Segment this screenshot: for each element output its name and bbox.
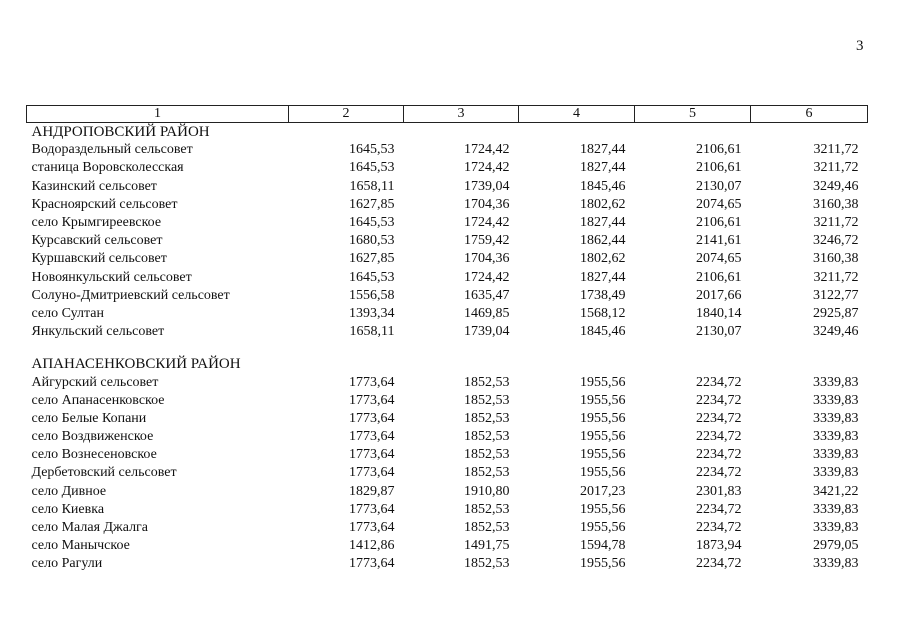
value-cell-col-4: 2017,23	[580, 483, 626, 499]
value-cell-col-5: 2234,72	[696, 447, 742, 463]
value-cell-col-5: 2234,72	[696, 429, 742, 445]
value-cell-col-2: 1627,85	[349, 196, 395, 212]
column-header-4: 4	[519, 106, 635, 123]
settlement-name: Курсавский сельсовет	[31, 233, 163, 249]
value-cell-col-5: 2234,72	[696, 501, 742, 517]
settlement-name: Дербетовский сельсовет	[31, 465, 177, 481]
value-cell-col-3: 1852,53	[464, 374, 510, 390]
settlement-name: село Воздвиженское	[31, 429, 154, 445]
table-row	[27, 373, 868, 391]
value-cell-col-4: 1738,49	[580, 287, 626, 303]
value-cell-col-3: 1469,85	[464, 305, 510, 321]
table-row	[27, 483, 868, 501]
table-row	[27, 446, 868, 464]
value-cell-col-4: 1862,44	[580, 233, 626, 249]
value-cell-col-5: 2106,61	[696, 160, 742, 176]
value-cell-col-5: 2130,07	[696, 178, 742, 194]
value-cell-col-5: 2234,72	[696, 392, 742, 408]
value-cell-col-5: 2017,66	[696, 287, 742, 303]
table-row	[27, 410, 868, 428]
value-cell-col-4: 1955,56	[580, 520, 626, 536]
settlement-name: село Крымгиреевское	[31, 215, 162, 231]
value-cell-col-6: 3160,38	[813, 196, 859, 212]
value-cell-col-5: 2141,61	[696, 233, 742, 249]
value-cell-col-2: 1412,86	[349, 538, 395, 554]
value-cell-col-6: 3339,83	[813, 501, 859, 517]
value-cell-col-3: 1852,53	[464, 501, 510, 517]
value-cell-col-3: 1759,42	[464, 233, 510, 249]
value-cell-col-5: 2234,72	[696, 465, 742, 481]
section-spacer	[27, 341, 868, 355]
table-row	[27, 464, 868, 482]
value-cell-col-4: 1845,46	[580, 324, 626, 340]
value-cell-col-2: 1773,64	[349, 501, 395, 517]
value-cell-col-3: 1739,04	[464, 324, 510, 340]
value-cell-col-3: 1852,53	[464, 410, 510, 426]
value-cell-col-3: 1491,75	[464, 538, 510, 554]
settlement-name: станица Воровсколесская	[31, 160, 184, 176]
value-cell-col-6: 3246,72	[813, 233, 859, 249]
value-cell-col-3: 1852,53	[464, 429, 510, 445]
value-cell-col-5: 1840,14	[696, 305, 742, 321]
value-cell-col-6: 3211,72	[813, 215, 859, 231]
value-cell-col-4: 1845,46	[580, 178, 626, 194]
value-cell-col-5: 2234,72	[696, 520, 742, 536]
value-cell-col-6: 2979,05	[813, 538, 859, 554]
value-cell-col-3: 1724,42	[464, 160, 510, 176]
value-cell-col-2: 1773,64	[349, 465, 395, 481]
column-header-5: 5	[635, 106, 751, 123]
table-row	[27, 323, 868, 341]
table-row	[27, 232, 868, 250]
value-cell-col-2: 1773,64	[349, 447, 395, 463]
section-header-row	[27, 355, 868, 373]
table-row	[27, 141, 868, 159]
table-row	[27, 287, 868, 305]
value-cell-col-6: 3211,72	[813, 160, 859, 176]
value-cell-col-3: 1910,80	[464, 483, 510, 499]
value-cell-col-4: 1955,56	[580, 429, 626, 445]
value-cell-col-2: 1829,87	[349, 483, 395, 499]
value-cell-col-2: 1627,85	[349, 251, 395, 267]
value-cell-col-6: 3339,83	[813, 429, 859, 445]
value-cell-col-5: 2234,72	[696, 556, 742, 572]
value-cell-col-2: 1773,64	[349, 520, 395, 536]
value-cell-col-4: 1955,56	[580, 556, 626, 572]
table-row	[27, 196, 868, 214]
settlement-name: Водораздельный сельсовет	[31, 142, 193, 158]
settlement-name: Куршавский сельсовет	[31, 251, 167, 267]
value-cell-col-5: 2106,61	[696, 269, 742, 285]
value-cell-col-6: 3249,46	[813, 178, 859, 194]
value-cell-col-3: 1704,36	[464, 196, 510, 212]
settlement-name: село Султан	[31, 305, 104, 321]
table-row	[27, 537, 868, 555]
value-cell-col-2: 1645,53	[349, 215, 395, 231]
table-row	[27, 250, 868, 268]
table-row	[27, 519, 868, 537]
value-cell-col-3: 1635,47	[464, 287, 510, 303]
value-cell-col-6: 3339,83	[813, 447, 859, 463]
value-cell-col-4: 1827,44	[580, 160, 626, 176]
value-cell-col-6: 3421,22	[813, 483, 859, 499]
value-cell-col-4: 1955,56	[580, 392, 626, 408]
settlement-name: село Манычское	[31, 538, 130, 554]
value-cell-col-2: 1645,53	[349, 142, 395, 158]
value-cell-col-4: 1802,62	[580, 196, 626, 212]
value-cell-col-2: 1658,11	[349, 178, 395, 194]
value-cell-col-4: 1827,44	[580, 215, 626, 231]
value-cell-col-6: 3211,72	[813, 142, 859, 158]
value-cell-col-6: 3339,83	[813, 374, 859, 390]
settlement-name: село Вознесеновское	[31, 447, 157, 463]
settlement-name: Солуно-Дмитриевский сельсовет	[31, 287, 230, 303]
section-header-row	[27, 123, 868, 142]
value-cell-col-5: 1873,94	[696, 538, 742, 554]
table-body	[27, 123, 868, 574]
value-cell-col-6: 3339,83	[813, 465, 859, 481]
value-cell-col-5: 2106,61	[696, 215, 742, 231]
value-cell-col-2: 1773,64	[349, 556, 395, 572]
value-cell-col-5: 2301,83	[696, 483, 742, 499]
table-row	[27, 159, 868, 177]
settlement-name: Новоянкульский сельсовет	[31, 269, 192, 285]
column-header-2: 2	[289, 106, 404, 123]
value-cell-col-3: 1852,53	[464, 447, 510, 463]
settlement-name: Айгурский сельсовет	[31, 374, 159, 390]
settlement-name: село Малая Джалга	[31, 520, 149, 536]
value-cell-col-2: 1773,64	[349, 429, 395, 445]
value-cell-col-4: 1802,62	[580, 251, 626, 267]
table-header	[27, 106, 868, 123]
value-cell-col-6: 3339,83	[813, 520, 859, 536]
column-number-row	[27, 106, 868, 123]
column-header-3: 3	[404, 106, 519, 123]
section-title: АПАНАСЕНКОВСКИЙ РАЙОН	[31, 356, 241, 373]
value-cell-col-2: 1773,64	[349, 374, 395, 390]
value-cell-col-5: 2234,72	[696, 374, 742, 390]
value-cell-col-2: 1658,11	[349, 324, 395, 340]
value-cell-col-4: 1827,44	[580, 142, 626, 158]
table-row	[27, 555, 868, 573]
value-cell-col-2: 1773,64	[349, 392, 395, 408]
column-header-6: 6	[751, 106, 868, 123]
value-cell-col-6: 3211,72	[813, 269, 859, 285]
table-row	[27, 214, 868, 232]
value-cell-col-2: 1645,53	[349, 160, 395, 176]
value-cell-col-6: 2925,87	[813, 305, 859, 321]
value-cell-col-6: 3339,83	[813, 410, 859, 426]
value-cell-col-3: 1852,53	[464, 392, 510, 408]
table-row	[27, 269, 868, 287]
settlement-name: Казинский сельсовет	[31, 178, 157, 194]
settlement-name: село Рагули	[31, 556, 103, 572]
column-header-1: 1	[27, 106, 289, 123]
settlement-name: село Апанасенковское	[31, 392, 165, 408]
settlement-name: Красноярский сельсовет	[31, 196, 178, 212]
page-number: 3	[856, 38, 864, 54]
value-cell-col-5: 2074,65	[696, 251, 742, 267]
settlement-name: село Киевка	[31, 501, 105, 517]
tariff-table	[26, 105, 868, 574]
value-cell-col-4: 1594,78	[580, 538, 626, 554]
table-row	[27, 305, 868, 323]
table-row	[27, 392, 868, 410]
settlement-name: Янкульский сельсовет	[31, 324, 165, 340]
value-cell-col-6: 3339,83	[813, 392, 859, 408]
value-cell-col-2: 1680,53	[349, 233, 395, 249]
value-cell-col-3: 1724,42	[464, 142, 510, 158]
value-cell-col-4: 1955,56	[580, 447, 626, 463]
value-cell-col-5: 2106,61	[696, 142, 742, 158]
value-cell-col-3: 1852,53	[464, 556, 510, 572]
value-cell-col-5: 2234,72	[696, 410, 742, 426]
value-cell-col-6: 3122,77	[813, 287, 859, 303]
section-title: АНДРОПОВСКИЙ РАЙОН	[31, 124, 210, 141]
value-cell-col-4: 1568,12	[580, 305, 626, 321]
value-cell-col-6: 3249,46	[813, 324, 859, 340]
value-cell-col-3: 1724,42	[464, 215, 510, 231]
value-cell-col-3: 1852,53	[464, 520, 510, 536]
value-cell-col-4: 1955,56	[580, 410, 626, 426]
value-cell-col-2: 1645,53	[349, 269, 395, 285]
value-cell-col-4: 1955,56	[580, 501, 626, 517]
value-cell-col-4: 1827,44	[580, 269, 626, 285]
value-cell-col-3: 1704,36	[464, 251, 510, 267]
value-cell-col-2: 1556,58	[349, 287, 395, 303]
value-cell-col-4: 1955,56	[580, 374, 626, 390]
value-cell-col-6: 3339,83	[813, 556, 859, 572]
settlement-name: село Белые Копани	[31, 410, 147, 426]
value-cell-col-3: 1724,42	[464, 269, 510, 285]
value-cell-col-5: 2130,07	[696, 324, 742, 340]
table-row	[27, 178, 868, 196]
table-row	[27, 501, 868, 519]
value-cell-col-2: 1773,64	[349, 410, 395, 426]
value-cell-col-3: 1852,53	[464, 465, 510, 481]
value-cell-col-5: 2074,65	[696, 196, 742, 212]
table-row	[27, 428, 868, 446]
value-cell-col-3: 1739,04	[464, 178, 510, 194]
settlement-name: село Дивное	[31, 483, 107, 499]
value-cell-col-6: 3160,38	[813, 251, 859, 267]
value-cell-col-4: 1955,56	[580, 465, 626, 481]
value-cell-col-2: 1393,34	[349, 305, 395, 321]
